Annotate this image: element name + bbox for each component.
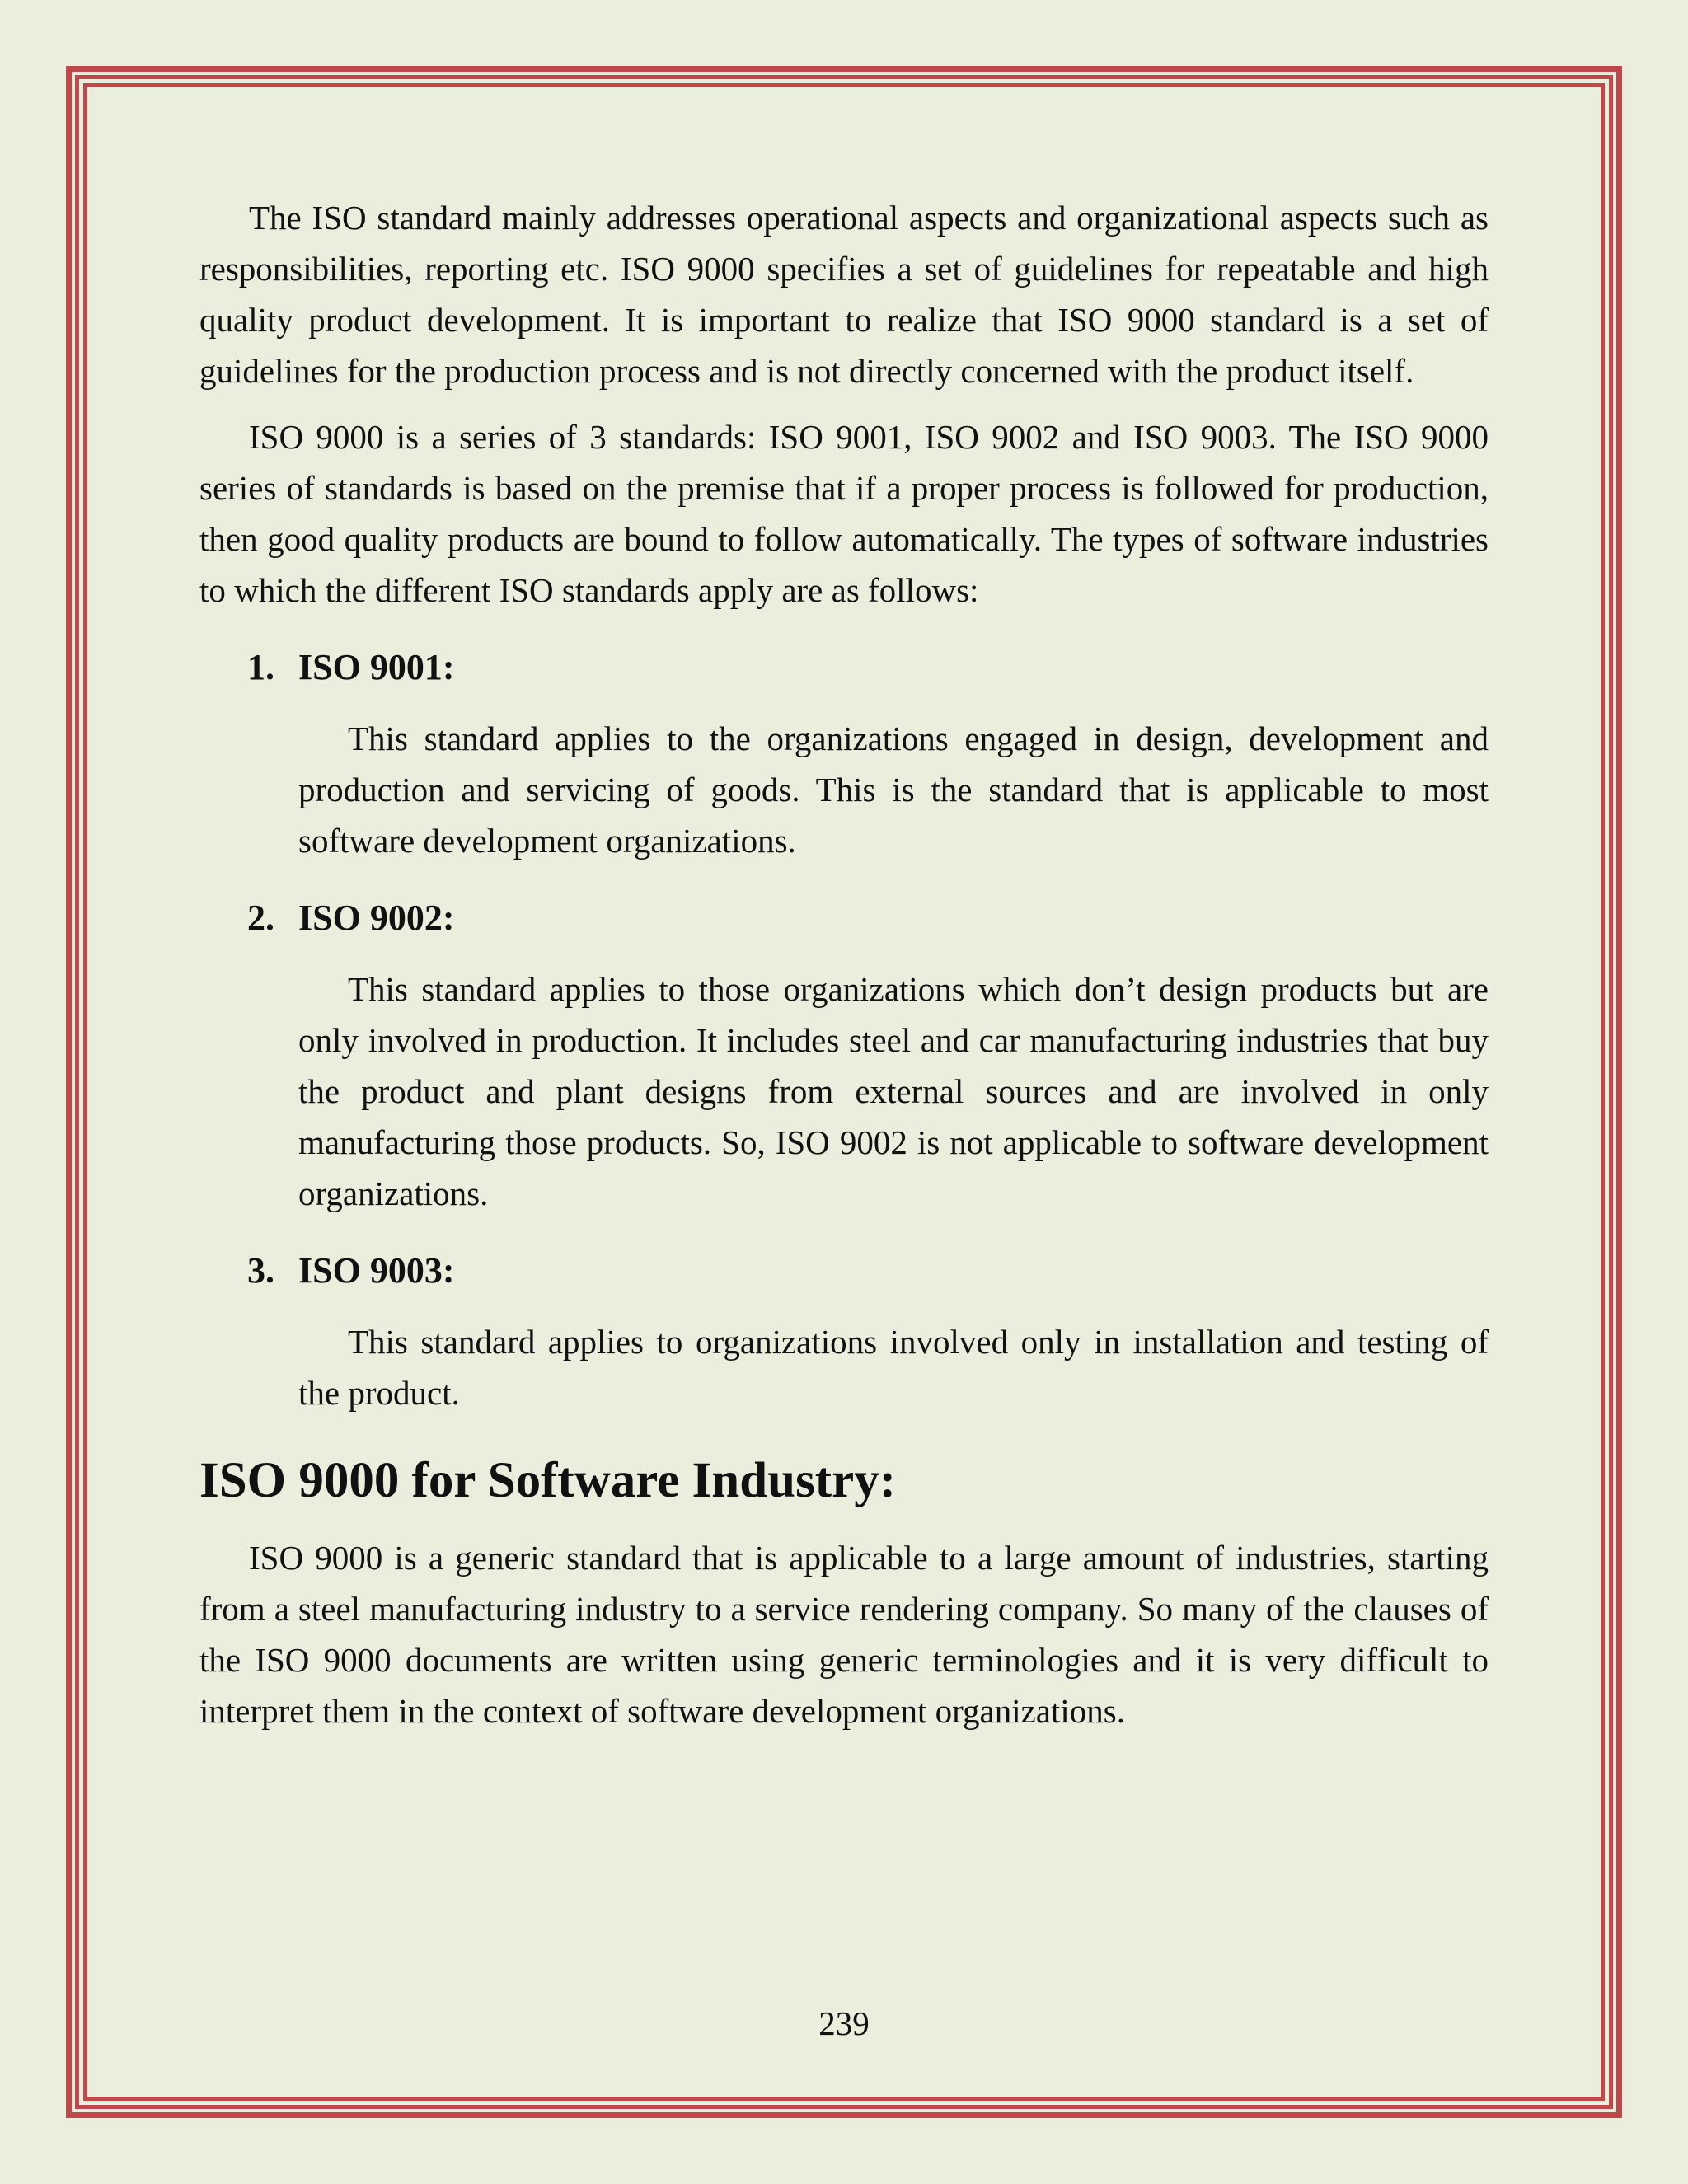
list-item-number: 3.	[247, 1250, 274, 1291]
list-item-text: This standard applies to organizations involved only in installation and testing of the product.	[298, 1323, 1489, 1412]
page-content	[199, 192, 1489, 1736]
list-item-title: ISO 9001:	[298, 647, 455, 687]
list-item-number: 2.	[247, 898, 274, 938]
list-item-body	[298, 713, 1489, 866]
list-item-heading	[247, 1245, 1489, 1296]
list-item-body	[298, 963, 1489, 1219]
list-item-text: This standard applies to the organizations engaged in design, development and production and servicing of goods. This is the standard that is applicable to most software development organizations.	[298, 719, 1489, 860]
list-item-text: This standard applies to those organizations which don’t design products but are only involved in production. It includes steel and car manufacturing industries that buy the product and plant designs from external sources and are involved in only manufacturing those products. So, ISO 9002 is not applicable to software development organizations.	[298, 970, 1489, 1212]
series-paragraph: ISO 9000 is a series of 3 standards: ISO 9001, ISO 9002 and ISO 9003. The ISO 9000 series of standards is based on the premise that if a proper process is followed for production, then good quality products are bound to follow automatically. The types of software industries to which the different ISO standards apply are as follows:	[199, 418, 1489, 609]
page-number: 239	[818, 2004, 870, 2042]
intro-paragraph: The ISO standard mainly addresses operational aspects and organizational aspects such as responsibilities, reporting etc. ISO 9000 specifies a set of guidelines for repeatable and high quality product development. It is important to realize that ISO 9000 standard is a set of guidelines for the production process and is not directly concerned with the product itself.	[199, 199, 1489, 390]
section-heading: ISO 9000 for Software Industry:	[199, 1453, 897, 1508]
list-item-number: 1.	[247, 647, 274, 687]
list-item-title: ISO 9003:	[298, 1250, 455, 1291]
list-item-heading	[247, 642, 1489, 693]
list-item-body	[298, 1316, 1489, 1418]
list-item-heading	[247, 893, 1489, 944]
section-paragraph: ISO 9000 is a generic standard that is applicable to a large amount of industries, starting from a steel manufacturing industry to a service rendering company. So many of the clauses of the ISO 9000 documents are written using generic terminologies and it is very difficult to interpret them in the context of software development organizations.	[199, 1539, 1489, 1730]
list-item-title: ISO 9002:	[298, 898, 455, 938]
